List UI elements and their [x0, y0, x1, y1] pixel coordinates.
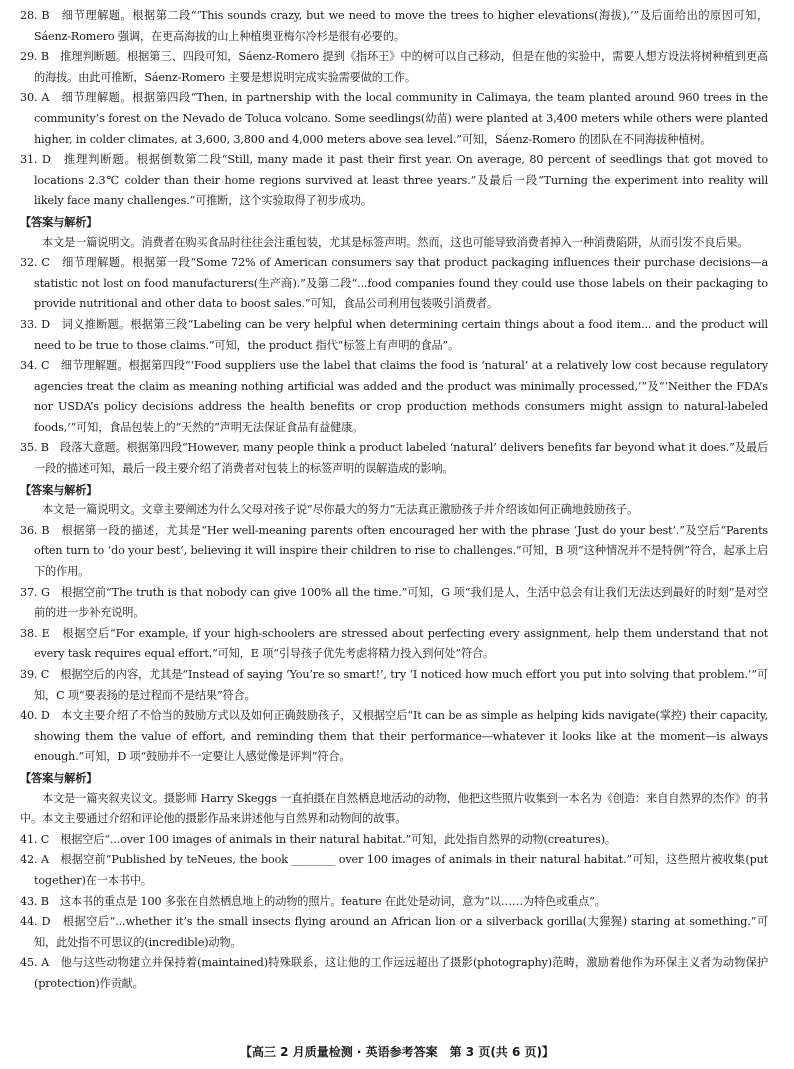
answer-item: 34. C 细节理解题。根据第四段“‘Food suppliers use the label that claims the food is ‘natural’ at a relatively low cost because regulatory agencies treat the claim as meaning nothing artificial was added and the product was minimally processed,’”及“‘Neither the FDA’s nor USDA’s policy decisions address the health benefits or crop production methods consumers might assign to natural-labeled foods,’”可知，食品包装上的“天然的”声明无法保证食品有益健康。: [20, 359, 768, 434]
answer-key-page: [20, 6, 768, 995]
answer-item: 44. D 根据空后“...whether it’s the small insects flying around an African lion or a silverback gorilla(大猩猩) staring at something.”可知，此处指不可思议的(incredible)动物。: [20, 915, 768, 949]
answer-item: 39. C 根据空后的内容，尤其是“Instead of saying ‘You’re so smart!’, try ‘I noticed how much effort you put into solving that problem.’”可知，C 项“要表扬的是过程而不是结果”符合。: [20, 668, 768, 702]
answer-item: 32. C 细节理解题。根据第一段“Some 72% of American consumers say that product packaging influences their purchase decisions—a statistic not lost on food manufacturers(生产商).”及第二段“...food companies found they could use those labels on their packaging to provide nutritional and other data to boost sales.”可知，食品公司利用包装吸引消费者。: [20, 256, 768, 311]
answer-item: 33. D 词义推断题。根据第三段“Labeling can be very helpful when determining certain things about a food item... and the product will need to be true to those claims.”可知，the product 指代“标签上有声明的食品”。: [20, 317, 768, 352]
answer-item: 42. A 根据空前“Published by teNeues, the book ________ over 100 images of animals in their natural habitat.”可知，这些照片被收集(put together)在一本书中。: [20, 853, 768, 887]
answer-item: 28. B 细节理解题。根据第二段“‘This sounds crazy, but we need to move the trees to higher elevations(海拔),’”及后面给出的原因可知，Sáenz-Romero 强调，在更高海拔的山上种植奥亚梅尔冷杉是很有必要的。: [20, 9, 768, 43]
answer-item: 40. D 本文主要介绍了不恰当的鼓励方式以及如何正确鼓励孩子，又根据空后“It can be as simple as helping kids navigate(掌控) their capacity, showing them the value of effort, and reminding them that their performance—whatever it looks like at the moment—is always enough.”可知，D 项“鼓励并不一定要让人感觉像是评判”符合。: [20, 709, 768, 764]
answer-item: 38. E 根据空后“For example, if your high-schoolers are stressed about perfecting every assignment, help them understand that not every task requires equal effort.”可知，E 项“引导孩子优先考虑将精力投入到何处”符合。: [20, 626, 768, 661]
answer-item: 43. B 这本书的重点是 100 多张在自然栖息地上的动物的照片。feature 在此处是动词，意为“以……为特色或重点”。: [20, 894, 606, 908]
answer-item: 29. B 推理判断题。根据第三、四段可知，Sáenz-Romero 提到《指环王》中的树可以自己移动，但是在他的实验中，需要人想方设法将树种植到更高的海拔。由此可推断，Sáenz-Romero 主要是想说明完成实验需要做的工作。: [20, 50, 768, 84]
section-header: 【答案与解析】: [20, 482, 98, 497]
answer-item: 41. C 根据空后“...over 100 images of animals in their natural habitat.”可知，此处指自然界的动物(creatures)。: [20, 832, 616, 846]
answer-item: 31. D 推理判断题。根据倒数第二段“Still, many made it past their first year. On average, 80 percent of seedlings that got moved to locations 2.3℃ colder than their home regions survived at least three years.”及最后一段“Turning the experiment into reality will likely face many challenges.”可推断，这个实验取得了初步成功。: [20, 153, 768, 208]
answer-item: 36. B 根据第一段的描述，尤其是“Her well-meaning parents often encouraged her with the phrase ‘Just do your best’.”及空后“Parents often turn to ‘do your best’, believing it will inspire their children to rise to challenges.”可知，B 项“这种情况并不是特例”符合，起承上启下的作用。: [20, 523, 768, 579]
answer-item: 37. G 根据空前“The truth is that nobody can give 100% all the time.”可知，G 项“我们是人，生活中总会有让我们无法达到最好的时刻”是对空前的进一步补充说明。: [20, 585, 768, 620]
passage-summary: 本文是一篇说明文。文章主要阐述为什么父母对孩子说“尽你最大的努力”无法真正激励孩子并介绍该如何正确地鼓励孩子。: [42, 503, 639, 517]
section-header: 【答案与解析】: [20, 214, 98, 229]
answer-item: 45. A 他与这些动物建立并保持着(maintained)特殊联系，这让他的工作远远超出了摄影(photography)范畴，激励着他作为环保主义者为动物保护(protection)作贡献。: [20, 956, 768, 990]
answer-item: 35. B 段落大意题。根据第四段“However, many people think a product labeled ‘natural’ delivers benefits far beyond what it does.”及最后一段的描述可知，最后一段主要介绍了消费者对包装上的标签声明的误解造成的影响。: [20, 441, 768, 476]
passage-summary: 本文是一篇说明文。消费者在购买食品时往往会注重包装，尤其是标签声明。然而，这也可能导致消费者掉入一种消费陷阱，从而引发不良后果。: [42, 235, 749, 249]
answer-item: 30. A 细节理解题。根据第四段“Then, in partnership with the local community in Calimaya, the team planted around 960 trees in the community’s forest on the Nevado de Toluca volcano. Some seedlings(幼苗) were planted at 3,400 meters while others were planted higher, in colder climates, at 3,600, 3,800 and 4,000 meters above sea level.”可知，Sáenz-Romero 的团队在不同海拔种植树。: [20, 91, 768, 146]
passage-summary: 本文是一篇夹叙夹议文。摄影师 Harry Skeggs 一直拍摄在自然栖息地活动的动物，他把这些照片收集到一本名为《创造：来自自然界的杰作》的书中。本文主要通过介绍和评论他的摄影作品来讲述他与自然界和动物间的故事。: [20, 791, 768, 826]
section-header: 【答案与解析】: [20, 770, 98, 785]
page-footer: 【高三 2 月质量检测 · 英语参考答案 第 3 页(共 6 页)】: [240, 1045, 554, 1059]
